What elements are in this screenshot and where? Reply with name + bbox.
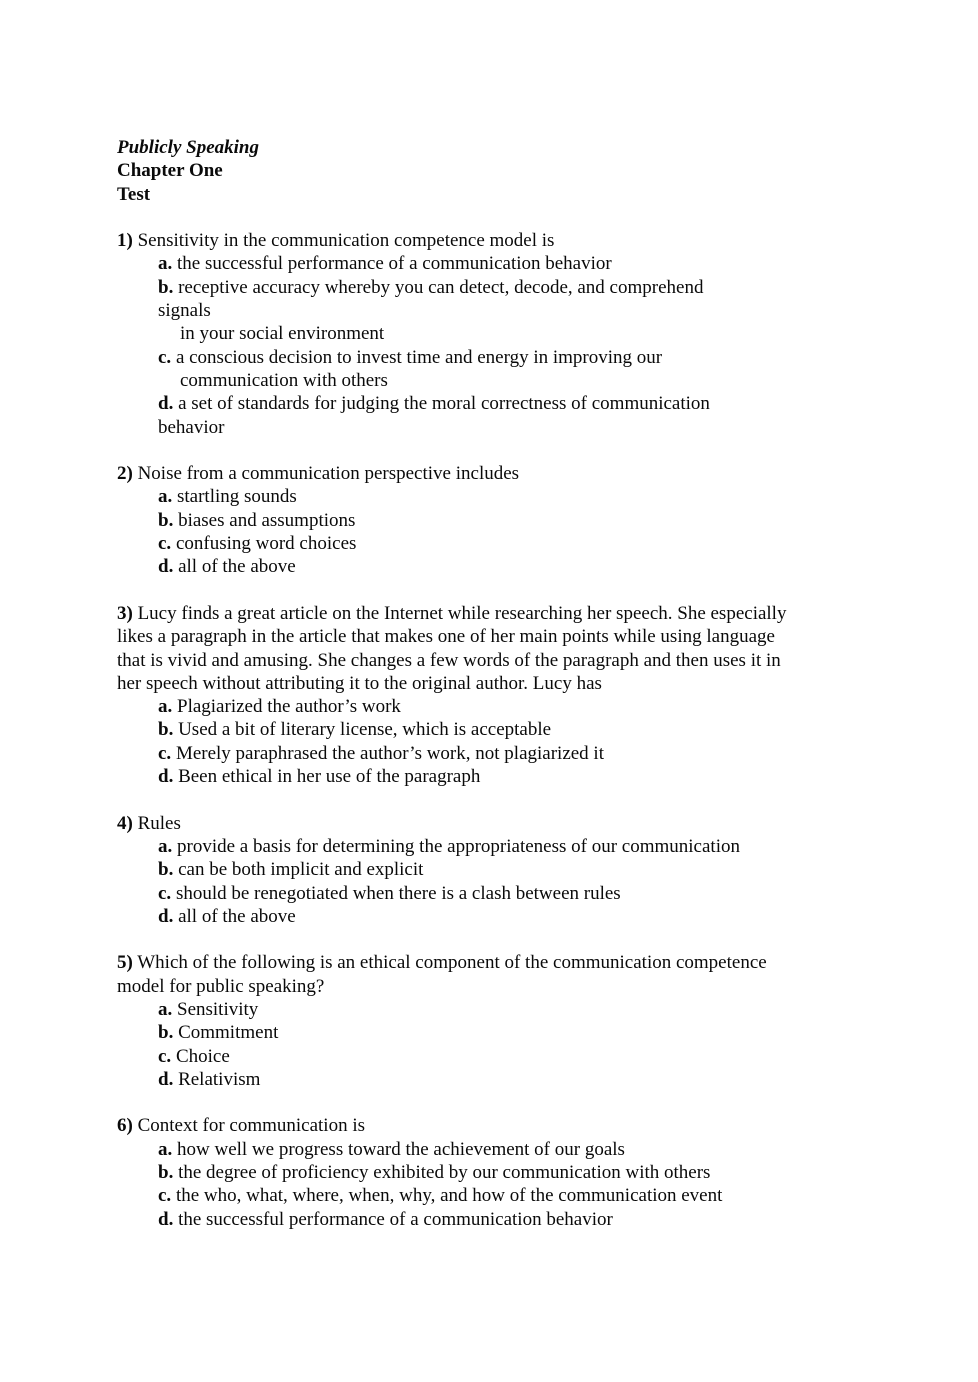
option-text: the successful performance of a communication behavior: [177, 253, 612, 275]
question: [117, 812, 788, 928]
option-line: [117, 1208, 788, 1231]
option-line: [117, 858, 788, 881]
question-number: 1): [117, 230, 133, 252]
option-line: [117, 718, 788, 741]
option-line: [117, 509, 788, 532]
option-text: the successful performance of a communication behavior: [178, 1208, 613, 1230]
option-line: [117, 882, 788, 905]
option-label: a.: [158, 1138, 173, 1160]
question-number: 6): [117, 1115, 133, 1137]
option-line: [117, 346, 788, 369]
option-line: [117, 555, 788, 578]
option-text: startling sounds: [177, 486, 297, 508]
option-line: [117, 532, 788, 555]
option-label: b.: [158, 1162, 174, 1184]
question: [117, 951, 788, 1091]
option-text: provide a basis for determining the appropriateness of our communication: [177, 835, 740, 857]
option-label: a.: [158, 486, 173, 508]
option-line: [117, 1161, 788, 1184]
question-number: 2): [117, 463, 133, 485]
option-label: d.: [158, 766, 174, 788]
question: [117, 462, 788, 578]
option-text: the who, what, where, when, why, and how of the communication event: [175, 1185, 723, 1207]
question-text: Noise from a communication perspective includes: [137, 463, 520, 485]
option-text: communication with others: [180, 369, 388, 391]
option-text: all of the above: [178, 556, 296, 578]
question-text: Which of the following is an ethical component of the communication competence model for public speaking?: [117, 952, 767, 997]
option-label: c.: [158, 1185, 172, 1207]
test-heading: Test: [117, 183, 151, 205]
chapter-heading: Chapter One: [117, 160, 223, 182]
option-label: d.: [158, 1068, 174, 1090]
option-line: [117, 485, 788, 508]
option-text: the degree of proficiency exhibited by our communication with others: [178, 1162, 711, 1184]
option-line: [117, 1068, 788, 1091]
option-text: Sensitivity: [177, 998, 259, 1020]
option-text: can be both implicit and explicit: [178, 859, 424, 881]
option-line: [117, 252, 788, 275]
option-line: [117, 765, 788, 788]
option-line: [117, 742, 788, 765]
option-wrap-line: [117, 416, 788, 439]
option-text: confusing word choices: [175, 533, 357, 555]
option-text: in your social environment: [180, 323, 385, 345]
option-label: c.: [158, 1045, 172, 1067]
option-line: [117, 1184, 788, 1207]
option-text: a set of standards for judging the moral correctness of communication: [178, 393, 710, 415]
option-line: [117, 276, 788, 299]
option-text: how well we progress toward the achievement of our goals: [177, 1138, 625, 1160]
question: [117, 1114, 788, 1230]
question-prompt: [117, 812, 788, 835]
option-text: should be renegotiated when there is a clash between rules: [175, 882, 621, 904]
option-label: b.: [158, 1022, 174, 1044]
question-number: 4): [117, 812, 133, 834]
option-text: Been ethical in her use of the paragraph: [178, 766, 481, 788]
option-label: b.: [158, 276, 174, 298]
option-text: a conscious decision to invest time and energy in improving our: [175, 346, 663, 368]
option-text: behavior: [158, 416, 225, 438]
question-prompt: [117, 951, 788, 998]
question-text: Sensitivity in the communication competence model is: [137, 230, 555, 252]
option-label: c.: [158, 533, 172, 555]
questions-list: [117, 229, 788, 1231]
option-text: signals: [158, 300, 211, 322]
option-label: c.: [158, 882, 172, 904]
option-wrap-line: [117, 322, 788, 345]
option-text: Used a bit of literary license, which is acceptable: [178, 719, 552, 741]
option-label: d.: [158, 393, 174, 415]
option-text: Plagiarized the author’s work: [177, 696, 401, 718]
option-text: Commitment: [178, 1022, 279, 1044]
option-text: receptive accuracy whereby you can detect, decode, and comprehend: [178, 276, 704, 298]
question: [117, 229, 788, 439]
option-text: all of the above: [178, 905, 296, 927]
option-text: biases and assumptions: [178, 509, 356, 531]
question-text: Rules: [137, 812, 181, 834]
option-label: a.: [158, 253, 173, 275]
option-label: a.: [158, 998, 173, 1020]
document-title: Publicly Speaking: [117, 137, 259, 158]
option-line: [117, 695, 788, 718]
document-header: [117, 136, 788, 206]
option-label: d.: [158, 556, 174, 578]
option-wrap-line: [117, 299, 788, 322]
option-label: b.: [158, 859, 174, 881]
option-label: a.: [158, 696, 173, 718]
option-text: Merely paraphrased the author’s work, not plagiarized it: [175, 742, 604, 764]
option-line: [117, 1021, 788, 1044]
question-prompt: [117, 1114, 788, 1137]
option-label: d.: [158, 905, 174, 927]
question-number: 5): [117, 952, 133, 974]
question-prompt: [117, 462, 788, 485]
question-text: Context for communication is: [137, 1115, 366, 1137]
option-label: c.: [158, 346, 172, 368]
option-label: a.: [158, 835, 173, 857]
option-label: b.: [158, 719, 174, 741]
question-text: Lucy finds a great article on the Internet while researching her speech. She especially likes a paragraph in the article that makes one of her main points while using language that is vivid and amusing. She changes a few words of the paragraph and then uses it in her speech without attributing it to the original author. Lucy has: [117, 602, 787, 694]
option-text: Relativism: [178, 1068, 261, 1090]
option-line: [117, 998, 788, 1021]
option-label: c.: [158, 742, 172, 764]
option-line: [117, 392, 788, 415]
option-text: Choice: [175, 1045, 230, 1067]
option-label: d.: [158, 1208, 174, 1230]
option-line: [117, 905, 788, 928]
option-label: b.: [158, 509, 174, 531]
option-line: [117, 835, 788, 858]
option-line: [117, 1138, 788, 1161]
question-prompt: [117, 229, 788, 252]
option-line: [117, 1045, 788, 1068]
question-prompt: [117, 602, 788, 695]
question-number: 3): [117, 602, 133, 624]
option-wrap-line: [117, 369, 788, 392]
question: [117, 602, 788, 788]
